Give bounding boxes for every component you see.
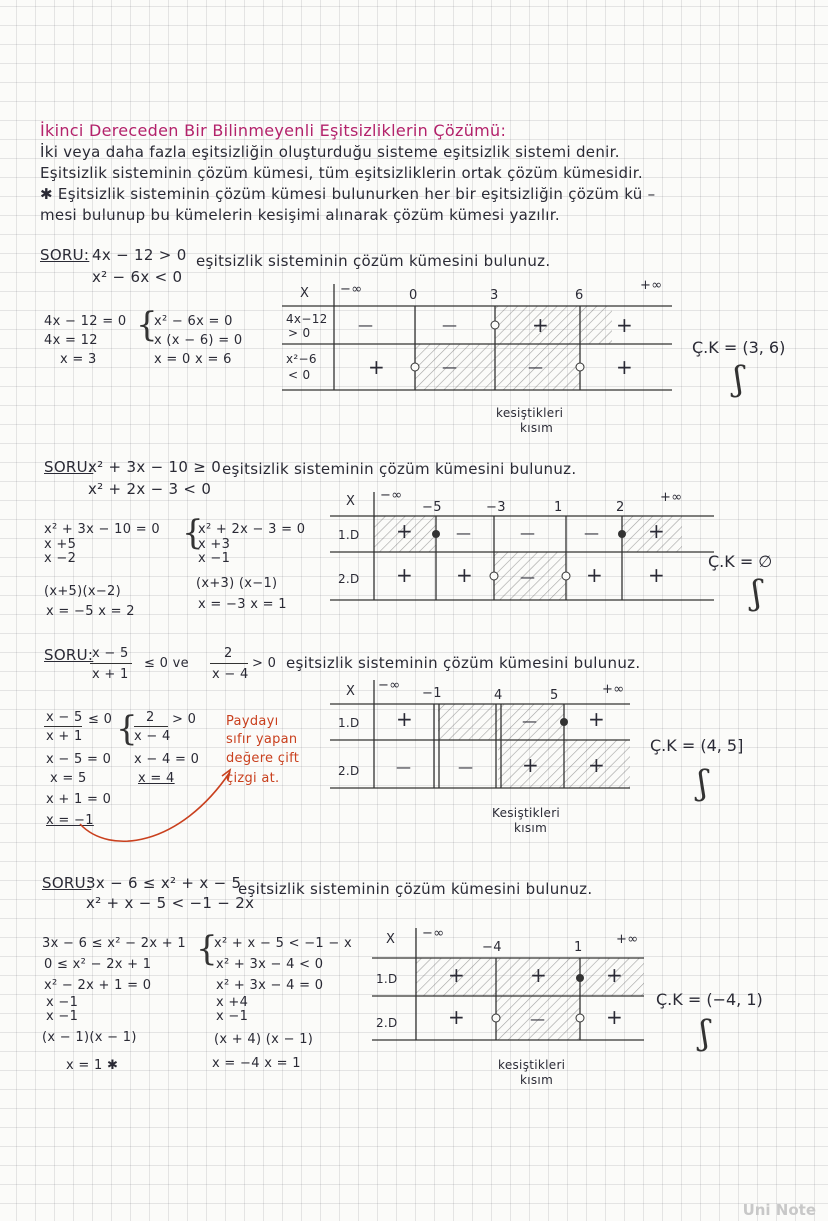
intro-line-4: mesi bulunup bu kümelerin kesişimi alınarak çözüm kümesi yazılır. — [40, 206, 560, 224]
q3-pos-inf: +∞ — [602, 682, 625, 697]
q3-r1-sign-1: + — [396, 707, 414, 731]
q1-r1-sign-1: — — [358, 316, 374, 334]
q4-work-right-4: x +4 — [216, 995, 249, 1010]
q3-work-left-bar — [44, 726, 82, 727]
q3-answer: Ç.K = (4, 5] — [650, 736, 744, 755]
page-title: İkinci Dereceden Bir Bilinmeyenli Eşitsizliklerin Çözümü: — [40, 121, 507, 140]
q1-r1-sign-2: — — [442, 316, 458, 334]
q2-instruction: eşitsizlik sisteminin çözüm kümesini bulunuz. — [222, 460, 577, 478]
q2-row2-label: 2.D — [338, 572, 360, 586]
q4-work-left-3: x² − 2x + 1 = 0 — [44, 978, 152, 993]
q2-row1-label: 1.D — [338, 528, 360, 542]
q2-r2-sign-1: + — [396, 563, 414, 587]
q4-work-right-2: x² + 3x − 4 < 0 — [216, 957, 324, 972]
q3-work-right-den: x − 4 — [134, 729, 171, 744]
q3-work-left-1: x − 5 = 0 — [46, 752, 112, 767]
q3-instruction: eşitsizlik sisteminin çözüm kümesini bulunuz. — [286, 654, 641, 672]
q2-open-point--3 — [490, 572, 498, 580]
q1-neg-inf: −∞ — [340, 282, 363, 297]
q2-work-left-2: x +5 — [44, 537, 77, 552]
q3-r2-sign-4: + — [588, 753, 606, 777]
q4-work-left-6: (x − 1)(x − 1) — [42, 1030, 137, 1045]
q3-red-note-1: Paydayı — [226, 714, 279, 729]
q2-point-1: 1 — [554, 500, 563, 515]
q2-work-left-1: x² + 3x − 10 = 0 — [44, 522, 160, 537]
q1-work-right-1: x² − 6x = 0 — [154, 314, 233, 329]
q1-work-left-2: 4x = 12 — [44, 333, 98, 348]
intro-line-2: Eşitsizlik sisteminin çözüm kümesi, tüm eşitsizliklerin ortak çözüm kümesidir. — [40, 164, 643, 182]
intro-line-3: ✱ Eşitsizlik sisteminin çözüm kümesi bulunurken her bir eşitsizliğin çözüm kü – — [40, 185, 656, 203]
q4-work-right-5: x −1 — [216, 1009, 249, 1024]
q4-work-right-3: x² + 3x − 4 = 0 — [216, 978, 324, 993]
q3-ineq2-den: x − 4 — [212, 667, 249, 682]
q3-point-neg1: −1 — [422, 686, 442, 701]
q3-work-left-3: x + 1 = 0 — [46, 792, 112, 807]
q2-pos-inf: +∞ — [660, 490, 683, 505]
q1-r2-sign-1: + — [368, 355, 386, 379]
q3-work-left-rel: ≤ 0 — [88, 712, 113, 727]
q2-sign-table — [330, 488, 714, 604]
q4-answer: Ç.K = (−4, 1) — [656, 990, 763, 1009]
q4-answer-scribble: ʃ — [700, 1013, 710, 1053]
q3-row2-label: 2.D — [338, 764, 360, 778]
q1-x-header: X — [300, 286, 310, 301]
q2-work-right-1: x² + 2x − 3 = 0 — [198, 522, 306, 537]
q2-inequality-1: x² + 3x − 10 ≥ 0 — [88, 458, 222, 476]
q1-label: SORU: — [40, 246, 90, 264]
q2-inequality-2: x² + 2x − 3 < 0 — [88, 480, 212, 498]
q2-brace: { — [182, 513, 204, 553]
q1-row1-expr: 4x−12 — [286, 312, 328, 326]
q1-note-1: kesiştikleri — [496, 406, 564, 420]
q1-work-left-3: x = 3 — [60, 352, 97, 367]
q3-sign-table — [330, 680, 630, 792]
q2-answer: Ç.K = ∅ — [708, 552, 773, 571]
q1-r1-sign-3: + — [532, 313, 550, 337]
q2-work-right-3: x −1 — [198, 551, 231, 566]
q4-r1-sign-3: + — [606, 963, 624, 987]
q2-work-right-4: (x+3) (x−1) — [196, 576, 278, 591]
q1-open-point-6 — [576, 363, 584, 371]
q4-work-left-2: 0 ≤ x² − 2x + 1 — [44, 957, 152, 972]
q4-instruction: eşitsizlik sisteminin çözüm kümesini bulunuz. — [238, 880, 593, 898]
q2-closed-point-2 — [618, 530, 626, 538]
q1-r2-sign-4: + — [616, 355, 634, 379]
q3-work-right-2: x = 4 — [138, 771, 175, 786]
q4-point-neg4: −4 — [482, 940, 502, 955]
q2-sign-table-svg — [330, 492, 714, 604]
q1-point-6: 6 — [575, 288, 584, 303]
q1-work-right-3: x = 0 x = 6 — [154, 352, 232, 367]
q3-work-left-4: x = −1 — [46, 813, 94, 828]
q1-hatch-row2 — [415, 344, 580, 390]
q3-brace: { — [116, 709, 138, 749]
q3-ineq2-rel: > 0 — [252, 656, 277, 671]
q4-row1-label: 1.D — [376, 972, 398, 986]
q2-r1-sign-5: + — [648, 519, 666, 543]
q4-sign-table-svg — [372, 928, 644, 1044]
q1-inequality-2: x² − 6x < 0 — [92, 268, 183, 286]
q4-work-left-5: x −1 — [46, 1009, 79, 1024]
q2-r1-sign-2: — — [456, 524, 472, 542]
q1-r1-sign-4: + — [616, 313, 634, 337]
q1-inequality-1: 4x − 12 > 0 — [92, 246, 187, 264]
q4-note-1: kesiştikleri — [498, 1058, 566, 1072]
q3-point-5: 5 — [550, 688, 559, 703]
q1-sign-table-svg — [282, 284, 672, 394]
q3-work-left-den: x + 1 — [46, 729, 83, 744]
q4-r2-sign-3: + — [606, 1005, 624, 1029]
q1-row2-expr: x²−6 — [286, 352, 317, 366]
q2-r1-sign-4: — — [584, 524, 600, 542]
q4-work-right-7: x = −4 x = 1 — [212, 1056, 301, 1071]
q1-open-point-3 — [491, 321, 499, 329]
q1-open-point-0 — [411, 363, 419, 371]
q3-work-left-num: x − 5 — [46, 710, 83, 725]
q1-row2-rel: < 0 — [288, 368, 311, 382]
q4-r1-sign-1: + — [448, 963, 466, 987]
q2-work-left-3: x −2 — [44, 551, 77, 566]
q3-ineq1-rel: ≤ 0 ve — [144, 656, 189, 671]
q3-answer-scribble: ʃ — [698, 763, 708, 803]
q1-work-right-2: x (x − 6) = 0 — [154, 333, 243, 348]
q1-pos-inf: +∞ — [640, 278, 663, 293]
q3-red-note-2: sıfır yapan — [226, 732, 298, 747]
q2-r2-sign-4: + — [586, 563, 604, 587]
q3-r2-sign-2: — — [458, 758, 474, 776]
q4-pos-inf: +∞ — [616, 932, 639, 947]
q4-open-point-1 — [576, 1014, 584, 1022]
q3-ineq1-den: x + 1 — [92, 667, 129, 682]
q2-label: SORU: — [44, 458, 94, 476]
q4-work-left-7: x = 1 ✱ — [66, 1058, 119, 1073]
q4-sign-table — [372, 928, 644, 1044]
q1-row1-rel: > 0 — [288, 326, 311, 340]
intro-line-1: İki veya daha fazla eşitsizliğin oluşturduğu sisteme eşitsizlik sistemi denir. — [40, 143, 620, 161]
q4-brace: { — [196, 929, 218, 969]
q4-work-right-6: (x + 4) (x − 1) — [214, 1032, 314, 1047]
q1-hatch-row1 — [495, 306, 612, 344]
q4-work-left-4: x −1 — [46, 995, 79, 1010]
q1-note-2: kısım — [520, 421, 554, 435]
q1-point-3: 3 — [490, 288, 499, 303]
q3-work-right-bar — [134, 726, 168, 727]
q3-work-right-num: 2 — [146, 710, 155, 725]
q3-sign-table-svg — [330, 680, 630, 792]
q4-neg-inf: −∞ — [422, 926, 445, 941]
q4-inequality-1: 3x − 6 ≤ x² + x − 5 — [86, 874, 242, 892]
q4-r1-sign-2: + — [530, 963, 548, 987]
q2-r1-sign-3: — — [520, 524, 536, 542]
q4-note-2: kısım — [520, 1073, 554, 1087]
q4-x-header: X — [386, 932, 396, 947]
q2-open-point-1 — [562, 572, 570, 580]
q2-work-left-5: x = −5 x = 2 — [46, 604, 135, 619]
q4-work-right-1: x² + x − 5 < −1 − x — [214, 936, 353, 951]
q3-red-note-3: değere çift — [226, 751, 300, 766]
q4-open-point--4 — [492, 1014, 500, 1022]
q2-work-left-4: (x+5)(x−2) — [44, 584, 122, 599]
q1-r2-sign-2: — — [442, 358, 458, 376]
q3-red-note-4: çizgi at. — [226, 771, 280, 786]
q2-work-right-2: x +3 — [198, 537, 231, 552]
q3-ineq2-num: 2 — [224, 646, 233, 661]
q2-answer-scribble: ʃ — [752, 573, 762, 613]
q1-answer-scribble: ʃ — [734, 359, 744, 399]
q1-sign-table — [282, 278, 672, 394]
q4-row2-label: 2.D — [376, 1016, 398, 1030]
q2-closed-point--5 — [432, 530, 440, 538]
q3-neg-inf: −∞ — [378, 678, 401, 693]
q4-label: SORU: — [42, 874, 92, 892]
q2-r2-sign-5: + — [648, 563, 666, 587]
q3-ineq1-bar — [90, 663, 132, 664]
q4-r2-sign-1: + — [448, 1005, 466, 1029]
q3-work-right-1: x − 4 = 0 — [134, 752, 200, 767]
q2-r1-sign-1: + — [396, 519, 414, 543]
q4-closed-point-1 — [576, 974, 584, 982]
q4-work-left-1: 3x − 6 ≤ x² − 2x + 1 — [42, 936, 187, 951]
q2-x-header: X — [346, 494, 356, 509]
q2-point-neg3: −3 — [486, 500, 506, 515]
uninote-watermark: Uni Note — [742, 1201, 816, 1219]
q3-work-left-2: x = 5 — [50, 771, 87, 786]
q4-inequality-2: x² + x − 5 < −1 − 2x — [86, 894, 255, 912]
q3-r1-sign-2: — — [522, 712, 538, 730]
q3-ineq1-num: x − 5 — [92, 646, 129, 661]
q2-work-right-5: x = −3 x = 1 — [198, 597, 287, 612]
q2-r2-sign-3: — — [520, 568, 536, 586]
q3-r2-sign-1: — — [396, 758, 412, 776]
q3-label: SORU: — [44, 646, 94, 664]
q3-r2-sign-3: + — [522, 753, 540, 777]
q3-point-4: 4 — [494, 688, 503, 703]
q1-instruction: eşitsizlik sisteminin çözüm kümesini bulunuz. — [196, 252, 551, 270]
q3-row1-label: 1.D — [338, 716, 360, 730]
q3-ineq2-bar — [210, 663, 248, 664]
q1-point-0: 0 — [409, 288, 418, 303]
q3-work-right-rel: > 0 — [172, 712, 197, 727]
q2-r2-sign-2: + — [456, 563, 474, 587]
q4-r2-sign-2: — — [530, 1010, 546, 1028]
q1-r2-sign-3: — — [528, 358, 544, 376]
q3-r1-sign-3: + — [588, 707, 606, 731]
q3-note-1: Kesiştikleri — [492, 806, 561, 820]
q3-x-header: X — [346, 684, 356, 699]
q2-point-2: 2 — [616, 500, 625, 515]
q1-answer: Ç.K = (3, 6) — [692, 338, 786, 357]
q2-point-neg5: −5 — [422, 500, 442, 515]
q1-work-left-1: 4x − 12 = 0 — [44, 314, 127, 329]
q3-red-arrow — [70, 766, 240, 856]
q1-brace: { — [136, 305, 158, 345]
q4-point-1: 1 — [574, 940, 583, 955]
q3-closed-point-5 — [560, 718, 568, 726]
q2-neg-inf: −∞ — [380, 488, 403, 503]
q3-note-2: kısım — [514, 821, 548, 835]
